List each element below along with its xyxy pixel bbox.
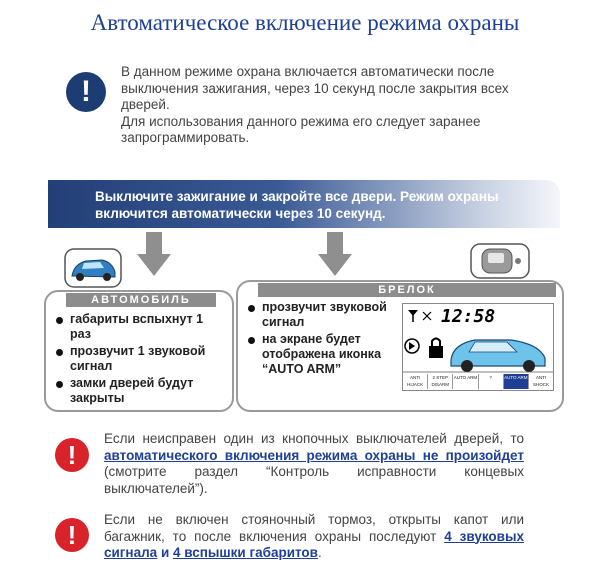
lcd-label: ANTI SHOCK — [532, 375, 549, 387]
fob-list — [246, 300, 396, 379]
lcd-label: AUTO ARM — [504, 374, 529, 389]
car-list — [54, 312, 224, 408]
warning-exclamation-icon: ! — [55, 518, 89, 552]
page-title: Автоматическое включение режима охраны — [90, 10, 520, 35]
car-lcd-icon — [451, 340, 545, 372]
warning-text: и — [157, 545, 173, 560]
car-box-header: АВТОМОБИЛЬ — [66, 293, 216, 307]
lcd-label: ? — [479, 374, 504, 389]
antenna-icon — [408, 310, 418, 322]
fob-lcd-display — [402, 303, 554, 391]
key-fob-icon — [470, 243, 530, 279]
down-arrow-icon — [137, 232, 171, 276]
speaker-icon — [405, 339, 419, 353]
warning-exclamation-icon: ! — [55, 438, 89, 472]
warning-text-2 — [104, 512, 524, 562]
warning-text: Если неисправен один из кнопочных выключателей дверей, то — [104, 431, 524, 446]
list-item: габариты вспыхнут 1 раз — [54, 312, 224, 342]
down-arrow-icon — [318, 232, 352, 276]
warning-text-1 — [104, 431, 524, 497]
warning-text: . — [317, 545, 322, 560]
list-item: на экране будет отображена иконка “AUTO ARM” — [246, 332, 396, 377]
info-text — [121, 64, 551, 147]
lcd-label: 2 STEP DISARM — [428, 374, 453, 389]
lcd-label: AUTO ARM — [453, 374, 478, 389]
car-icon — [64, 248, 122, 288]
list-item: прозвучит звуковой сигнал — [246, 300, 396, 330]
banner-text: Выключите зажигание и закройте все двери. Режим охраны включится автоматически через 10 секунд. — [95, 189, 499, 221]
warning-highlight: 4 вспышки габаритов — [173, 545, 318, 560]
info-paragraph-1: В данном режиме охрана включается автоматически после выключения зажигания, через 10 секунд после закрытия всех дверей. — [121, 64, 509, 112]
lcd-labels — [403, 374, 553, 389]
warning-highlight: 4 звуковых сигнала — [104, 528, 525, 560]
info-exclamation-icon: ! — [66, 72, 106, 112]
lcd-time: 12:58 — [441, 306, 496, 327]
signal-icon — [423, 312, 431, 320]
warning-text: Если не включен стояночный тормоз, открыты капот или багажник, то после включения охраны последуют — [104, 512, 524, 544]
list-item: прозвучит 1 звуковой сигнал — [54, 344, 224, 374]
list-item: замки дверей будут закрыты — [54, 376, 224, 406]
lcd-label: ANTI HIJACK — [403, 374, 428, 389]
warning-highlight: автоматического включения режима охраны не произойдет — [104, 447, 524, 463]
lock-icon — [429, 339, 443, 359]
warning-text: (смотрите раздел “Контроль исправности концевых выключателей”). — [104, 464, 524, 496]
fob-box-header: БРЕЛОК — [258, 283, 556, 297]
info-paragraph-2: Для использования данного режима его следует заранее запрограммировать. — [121, 113, 481, 145]
